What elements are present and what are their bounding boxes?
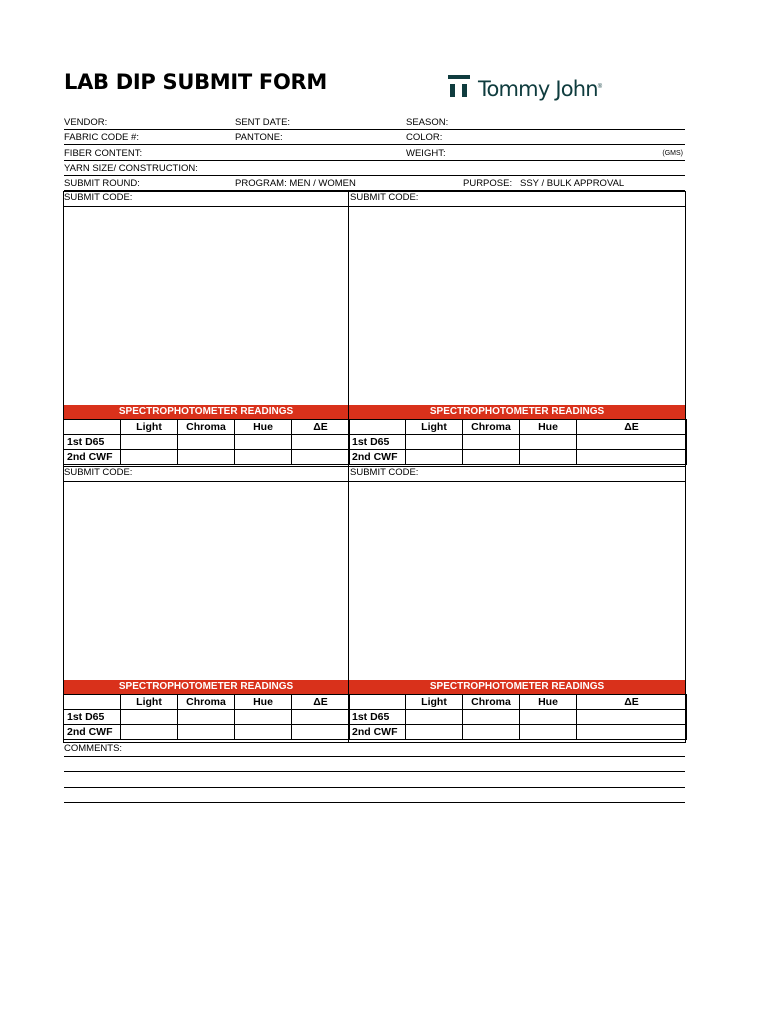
table-cell[interactable] bbox=[64, 695, 121, 710]
submit-code-label: SUBMIT CODE: bbox=[350, 192, 419, 203]
table-cell[interactable] bbox=[406, 450, 463, 465]
table-row bbox=[64, 710, 350, 725]
table-cell[interactable] bbox=[463, 725, 520, 740]
col-hue: Hue bbox=[520, 695, 577, 710]
table-cell[interactable] bbox=[121, 435, 178, 450]
spectro-header: SPECTROPHOTOMETER READINGS bbox=[64, 680, 348, 694]
row-d65: 1st D65 bbox=[64, 435, 121, 450]
row-d65: 1st D65 bbox=[64, 710, 121, 725]
row-cwf: 2nd CWF bbox=[349, 450, 406, 465]
fiber-content-label: FIBER CONTENT: bbox=[64, 148, 143, 159]
col-delta-e: ΔE bbox=[292, 420, 350, 435]
info-row-fabric bbox=[64, 130, 685, 145]
registered-mark: ® bbox=[597, 84, 603, 90]
table-cell[interactable] bbox=[406, 710, 463, 725]
table-cell[interactable] bbox=[64, 420, 121, 435]
row-cwf: 2nd CWF bbox=[349, 725, 406, 740]
col-light: Light bbox=[121, 420, 178, 435]
season-label: SEASON: bbox=[406, 117, 449, 128]
table-cell[interactable] bbox=[406, 725, 463, 740]
table-cell[interactable] bbox=[121, 450, 178, 465]
spectro-table bbox=[63, 419, 350, 465]
table-cell[interactable] bbox=[520, 450, 577, 465]
divider bbox=[63, 481, 686, 482]
col-hue: Hue bbox=[235, 695, 292, 710]
color-label: COLOR: bbox=[406, 132, 443, 143]
table-cell[interactable] bbox=[463, 450, 520, 465]
tj-logo-icon bbox=[448, 75, 470, 103]
table-row bbox=[349, 695, 687, 710]
col-delta-e: ΔE bbox=[577, 420, 687, 435]
program-label: PROGRAM: MEN / WOMEN bbox=[235, 178, 356, 189]
comment-line[interactable] bbox=[64, 802, 685, 803]
spectro-table bbox=[63, 694, 350, 740]
table-cell[interactable] bbox=[292, 450, 350, 465]
row-d65: 1st D65 bbox=[349, 435, 406, 450]
info-row-submit bbox=[64, 176, 685, 191]
table-cell[interactable] bbox=[349, 420, 406, 435]
spectro-header: SPECTROPHOTOMETER READINGS bbox=[64, 405, 348, 419]
col-chroma: Chroma bbox=[178, 420, 235, 435]
divider bbox=[348, 206, 686, 207]
comment-line[interactable] bbox=[64, 787, 685, 788]
table-row bbox=[64, 695, 350, 710]
weight-label: WEIGHT: bbox=[406, 148, 446, 159]
submit-code-label: SUBMIT CODE: bbox=[64, 467, 133, 478]
table-cell[interactable] bbox=[292, 725, 350, 740]
submit-code-label: SUBMIT CODE: bbox=[350, 467, 419, 478]
table-cell[interactable] bbox=[121, 725, 178, 740]
table-row bbox=[349, 710, 687, 725]
table-cell[interactable] bbox=[292, 710, 350, 725]
submit-round-label: SUBMIT ROUND: bbox=[64, 178, 140, 189]
comments-label: COMMENTS: bbox=[64, 743, 123, 754]
col-delta-e: ΔE bbox=[577, 695, 687, 710]
table-cell[interactable] bbox=[178, 710, 235, 725]
table-cell[interactable] bbox=[463, 710, 520, 725]
table-cell[interactable] bbox=[292, 435, 350, 450]
comment-line[interactable] bbox=[64, 756, 685, 757]
table-row bbox=[349, 420, 687, 435]
table-cell[interactable] bbox=[178, 450, 235, 465]
col-light: Light bbox=[406, 420, 463, 435]
grid-divider bbox=[348, 191, 349, 743]
form-title: LAB DIP SUBMIT FORM bbox=[64, 70, 327, 94]
weight-unit: (GMS) bbox=[662, 150, 683, 157]
yarn-label: YARN SIZE/ CONSTRUCTION: bbox=[64, 163, 198, 174]
vendor-label: VENDOR: bbox=[64, 117, 108, 128]
table-cell[interactable] bbox=[235, 710, 292, 725]
table-cell[interactable] bbox=[406, 435, 463, 450]
sent-date-label: SENT DATE: bbox=[235, 117, 291, 128]
table-row bbox=[64, 435, 350, 450]
table-cell[interactable] bbox=[121, 710, 178, 725]
table-row bbox=[349, 450, 687, 465]
comment-line[interactable] bbox=[64, 771, 685, 772]
col-delta-e: ΔE bbox=[292, 695, 350, 710]
row-d65: 1st D65 bbox=[349, 710, 406, 725]
col-chroma: Chroma bbox=[463, 420, 520, 435]
col-light: Light bbox=[406, 695, 463, 710]
table-row bbox=[349, 725, 687, 740]
table-cell[interactable] bbox=[577, 725, 687, 740]
table-cell[interactable] bbox=[463, 435, 520, 450]
spectro-header: SPECTROPHOTOMETER READINGS bbox=[349, 405, 685, 419]
table-cell[interactable] bbox=[178, 435, 235, 450]
table-row bbox=[64, 725, 350, 740]
table-cell[interactable] bbox=[235, 435, 292, 450]
table-cell[interactable] bbox=[520, 435, 577, 450]
spectro-table bbox=[348, 694, 687, 740]
table-row bbox=[349, 435, 687, 450]
table-cell[interactable] bbox=[235, 725, 292, 740]
pantone-label: PANTONE: bbox=[235, 132, 283, 143]
row-cwf: 2nd CWF bbox=[64, 450, 121, 465]
divider bbox=[63, 206, 349, 207]
table-cell[interactable] bbox=[520, 710, 577, 725]
row-cwf: 2nd CWF bbox=[64, 725, 121, 740]
table-cell[interactable] bbox=[235, 450, 292, 465]
fabric-code-label: FABRIC CODE #: bbox=[64, 132, 139, 143]
table-cell[interactable] bbox=[178, 725, 235, 740]
col-hue: Hue bbox=[235, 420, 292, 435]
table-row bbox=[64, 450, 350, 465]
table-cell[interactable] bbox=[520, 725, 577, 740]
purpose-label: PURPOSE: bbox=[463, 178, 513, 189]
submit-code-label: SUBMIT CODE: bbox=[64, 192, 133, 203]
col-hue: Hue bbox=[520, 420, 577, 435]
table-cell[interactable] bbox=[349, 695, 406, 710]
brand-name: Tommy John bbox=[478, 77, 598, 101]
info-row-yarn bbox=[64, 161, 685, 176]
table-row bbox=[64, 420, 350, 435]
col-light: Light bbox=[121, 695, 178, 710]
spectro-table bbox=[348, 419, 687, 465]
info-row-vendor bbox=[64, 115, 685, 130]
info-row-fiber bbox=[64, 146, 685, 161]
col-chroma: Chroma bbox=[463, 695, 520, 710]
spectro-header: SPECTROPHOTOMETER READINGS bbox=[349, 680, 685, 694]
col-chroma: Chroma bbox=[178, 695, 235, 710]
table-cell[interactable] bbox=[577, 710, 687, 725]
brand-logo bbox=[448, 74, 602, 104]
table-cell[interactable] bbox=[577, 450, 687, 465]
purpose-value: SSY / BULK APPROVAL bbox=[520, 178, 625, 189]
table-cell[interactable] bbox=[577, 435, 687, 450]
